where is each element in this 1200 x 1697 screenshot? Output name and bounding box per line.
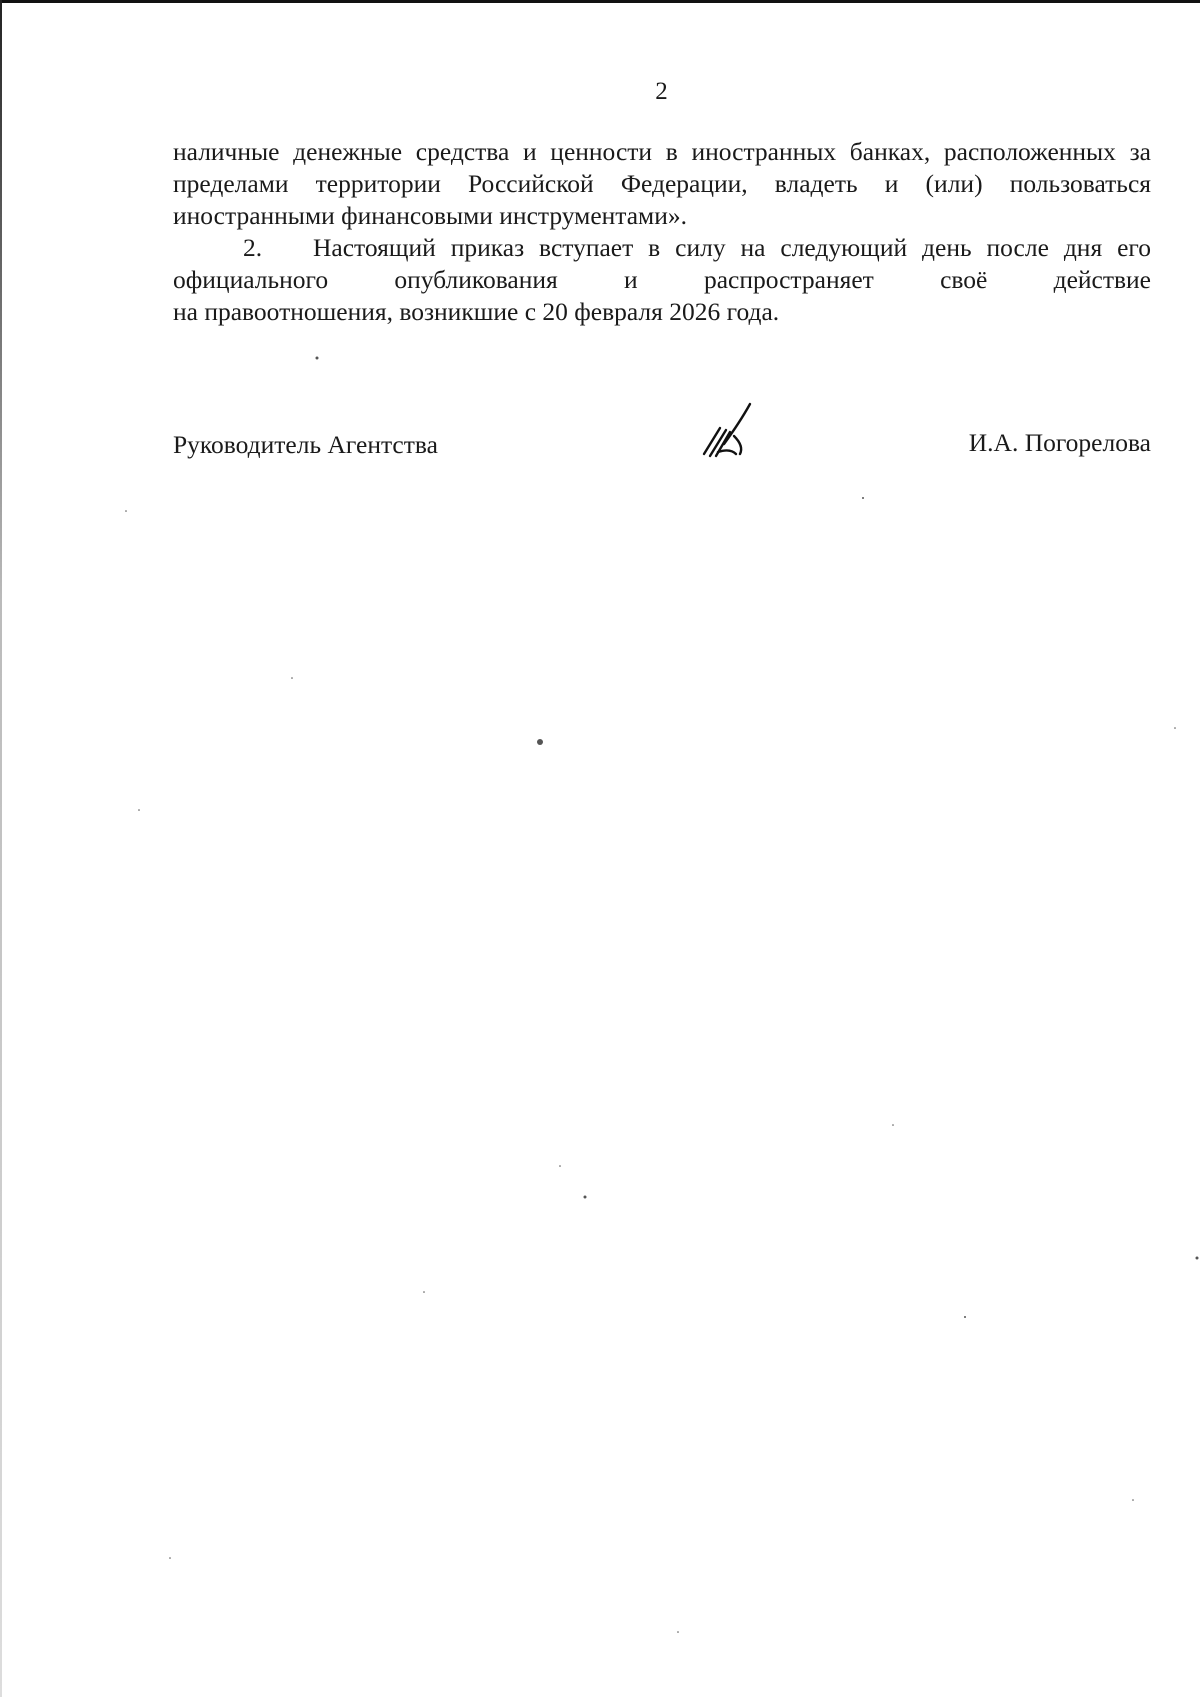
signatory-name: И.А. Погорелова (968, 428, 1151, 457)
paragraph-item-2-line-2: официального опубликования и распространяет своё действие (173, 265, 1151, 294)
paragraph-continuation: наличные денежные средства и ценности в иностранных банках, расположенных за пределами территории Российской Федерации, владеть и (или) пользоваться иностранными финансовыми инструментами». (173, 137, 1151, 230)
paragraph-item-2-line-1-text: Настоящий приказ вступает в силу на следующий день после дня его (313, 233, 1151, 262)
handwritten-signature (700, 402, 755, 462)
signatory-position: Руководитель Агентства (173, 430, 438, 459)
item-number: 2. (243, 233, 263, 262)
paragraph-item-2 (173, 232, 1151, 328)
page-number: 2 (655, 78, 668, 105)
scan-left-edge (0, 0, 2, 1697)
scan-top-edge (0, 0, 1200, 3)
paragraph-item-2-line-1 (173, 232, 1151, 264)
paragraph-item-2-line-3: на правоотношения, возникшие с 20 февраля 2026 года. (173, 297, 780, 326)
